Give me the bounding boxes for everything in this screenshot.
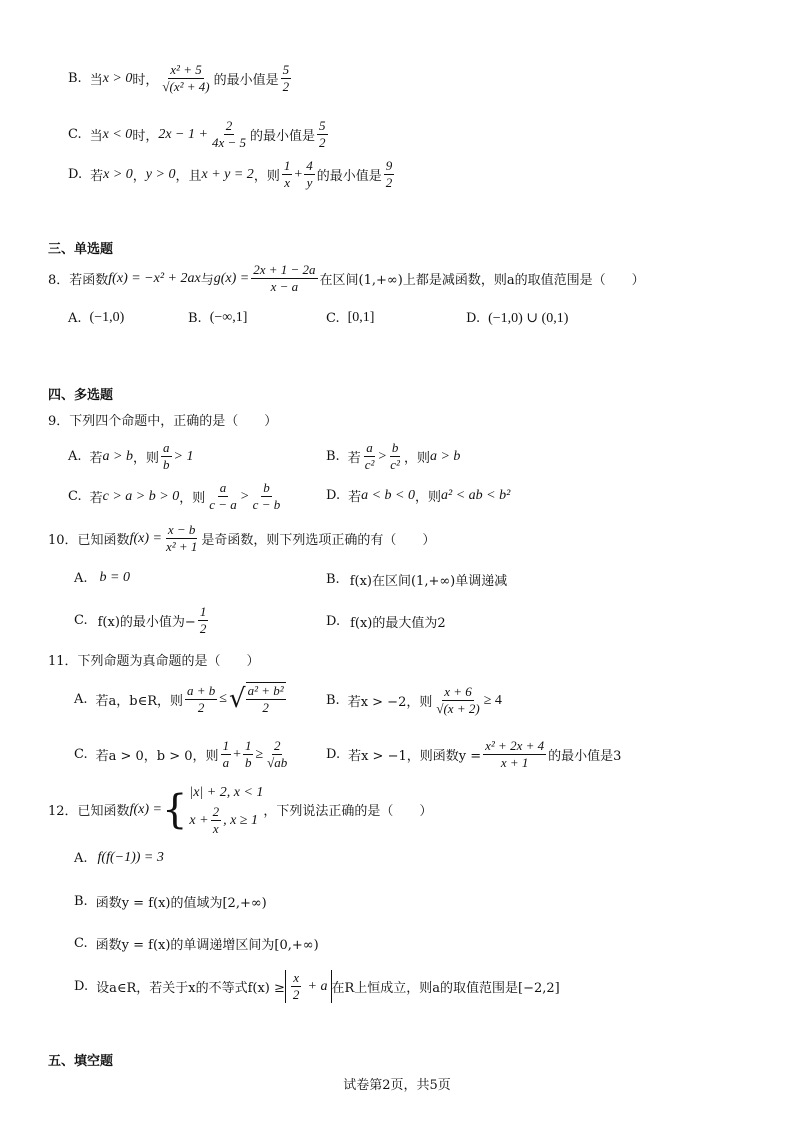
operator: ≥ (255, 746, 264, 762)
q11-option-a (74, 682, 288, 716)
q9-option-a (68, 440, 193, 473)
numerator: b (391, 440, 399, 455)
text: 当 (89, 73, 103, 88)
numerator: x² + 5 (170, 62, 202, 77)
text: 在区间(1,+∞)上都是减函数，则a的取值范围是（ ） (319, 273, 645, 288)
numerator: 4 (306, 158, 313, 173)
numerator: x + 6 (444, 684, 472, 699)
q12-option-a (74, 850, 164, 866)
condition: x < 0 (102, 126, 133, 142)
option-label: D. (466, 311, 481, 326)
numerator: x (293, 970, 300, 985)
denominator: c² (364, 457, 375, 472)
text: ，则 (133, 451, 160, 466)
numerator: a² + b² (247, 683, 284, 698)
numerator: 2x + 1 − 2a (253, 262, 316, 277)
fraction (246, 682, 286, 716)
text: 若 (90, 169, 104, 184)
q9-option-d (326, 486, 510, 505)
option-label: A. (74, 691, 88, 707)
question-9-stem: 9．下列四个命题中，正确的是（ ） (48, 414, 278, 429)
page-footer: 试卷第2页，共5页 (343, 1078, 451, 1093)
fraction (207, 480, 239, 513)
option-text: f(x)的最小值为− (97, 615, 196, 630)
expression: x + (189, 812, 209, 828)
text: 若函数 (69, 273, 109, 288)
option-value: (−1,0) (89, 310, 125, 325)
option-label: C. (68, 489, 82, 504)
q10-option-a (74, 570, 130, 586)
value-fraction (198, 604, 209, 637)
numerator: a (219, 480, 227, 495)
option-text: f(x)的最大值为2 (350, 616, 446, 631)
denominator: b (163, 457, 170, 472)
function-f: f(x) = (129, 530, 162, 546)
numerator: b (263, 480, 270, 495)
expression: a > b (429, 448, 461, 464)
numerator: a (163, 440, 170, 455)
denominator: x (284, 175, 290, 190)
fraction (265, 738, 289, 771)
q12-option-c (74, 934, 319, 953)
text: 时， (132, 129, 159, 144)
condition: x > 0 (103, 166, 133, 182)
value-fraction (384, 158, 395, 191)
denominator: √(x² + 4) (162, 79, 210, 94)
text: 时， (132, 73, 159, 88)
expression: 2x − 1 + (158, 126, 208, 142)
option-label: D. (326, 488, 341, 503)
q12-option-d (74, 970, 560, 1003)
operator: + (233, 746, 241, 762)
fraction (282, 158, 293, 191)
text: 已知函数 (77, 533, 130, 548)
value-fraction (281, 62, 292, 95)
text: ，下列说法正确的是（ ） (263, 804, 433, 819)
numerator: 2 (273, 738, 281, 753)
option-value: [0,1] (347, 310, 375, 325)
option-value: (−∞,1] (209, 310, 248, 325)
expression: , x ≥ 1 (223, 812, 258, 828)
condition: x + y = 2 (201, 166, 254, 182)
numerator: x − b (167, 522, 196, 537)
numerator: 1 (222, 738, 230, 753)
denominator: 2 (385, 175, 393, 190)
numerator: a (366, 440, 373, 455)
condition: a > b (102, 448, 133, 464)
option-text: b = 0 (99, 570, 130, 585)
option-label: A. (74, 570, 88, 586)
q11-option-b (326, 684, 502, 717)
text: ，则 (415, 490, 442, 505)
option-label: D. (326, 747, 341, 762)
condition: a < b < 0 (361, 487, 416, 503)
question-10-stem (48, 522, 435, 555)
q8-option-a (68, 310, 124, 326)
option-label: D. (74, 979, 89, 994)
option-text: 函数y = f(x)的值域为[2,+∞) (95, 896, 267, 911)
q9-option-c (68, 480, 284, 513)
q10-option-d (326, 612, 446, 631)
fraction (243, 738, 254, 771)
q7-option-d (68, 158, 396, 191)
fraction (161, 440, 172, 473)
fraction (211, 804, 222, 837)
q12-option-b (74, 892, 267, 911)
numerator: 5 (282, 62, 290, 77)
numerator: a + b (187, 682, 216, 698)
denominator: 2 (319, 135, 326, 150)
operator: + (294, 166, 303, 182)
q10-option-c (74, 604, 210, 637)
text: 设a∈R，若关于x的不等式f(x) ≥ (96, 981, 285, 996)
question-number: 10． (48, 533, 78, 548)
option-label: A. (68, 449, 82, 464)
function-f: f(x) = −x² + 2ax (108, 270, 201, 286)
section-heading-fill-in: 五、填空题 (48, 1054, 114, 1069)
text: 若x > −1，则函数y = (348, 749, 482, 764)
q11-option-c (74, 738, 291, 771)
function-f: f(x) = (129, 801, 162, 817)
option-label: B. (68, 71, 82, 86)
case-1: |x| + 2, x < 1 (189, 785, 264, 800)
text: 的最小值是 (213, 73, 279, 88)
fraction (221, 738, 232, 771)
value-fraction (317, 118, 328, 151)
q11-option-d (326, 738, 621, 771)
q7-option-c (68, 118, 330, 151)
q9-option-b (326, 440, 460, 473)
sqrt-icon: √ (228, 684, 246, 714)
denominator: c − b (252, 497, 281, 512)
fraction (388, 440, 402, 473)
numerator: 2 (212, 804, 220, 819)
condition: c > a > b > 0 (102, 488, 180, 504)
expression: ≥ 4 (483, 692, 502, 708)
question-8-stem (48, 262, 645, 295)
denominator: 2 (262, 700, 269, 715)
fraction (164, 522, 199, 555)
fraction (434, 684, 481, 717)
numerator: 5 (319, 118, 326, 133)
option-text: 函数y = f(x)的单调递增区间为[0,+∞) (95, 938, 319, 953)
option-label: B. (326, 693, 340, 708)
numerator: 1 (283, 158, 291, 173)
text: 若 (89, 451, 103, 466)
option-label: C. (74, 747, 88, 762)
text: 若 (348, 490, 362, 505)
q8-option-d (466, 310, 568, 327)
fraction (210, 118, 248, 151)
text: ，则 (253, 169, 280, 184)
text: 若a，b∈R，则 (95, 693, 184, 709)
left-brace-icon: { (161, 786, 188, 833)
denominator: c² (390, 457, 400, 472)
text: 是奇函数，则下列选项正确的有（ ） (201, 533, 436, 548)
text: 若 (89, 491, 103, 506)
denominator: √ab (267, 755, 288, 770)
text: 在R上恒成立，则a的取值范围是[−2,2] (331, 981, 560, 996)
function-g: g(x) = (213, 270, 250, 286)
option-label: C. (326, 310, 340, 326)
fraction (160, 62, 211, 95)
condition: y > 0 (145, 166, 176, 182)
case-2 (189, 804, 263, 837)
numerator: 1 (199, 604, 207, 619)
option-label: B. (188, 310, 202, 326)
denominator: y (306, 175, 313, 190)
question-number: 12． (48, 804, 78, 819)
piecewise-cases (189, 782, 263, 837)
denominator: x² + 1 (165, 539, 198, 554)
text: ，则 (403, 451, 430, 466)
denominator: x − a (270, 279, 299, 294)
text: 与 (200, 273, 214, 288)
option-label: D. (326, 614, 341, 629)
denominator: 2 (197, 699, 205, 715)
option-label: D. (68, 167, 83, 182)
absolute-value (285, 970, 332, 1003)
option-label: B. (74, 894, 88, 909)
expression: a² < ab < b² (441, 487, 511, 503)
fraction (291, 970, 302, 1003)
fraction (185, 683, 217, 716)
operator: > (240, 488, 249, 504)
expression: > 1 (173, 448, 194, 464)
denominator: 2 (199, 621, 207, 636)
question-number: 8． (48, 273, 70, 288)
text: 的最小值是3 (548, 749, 622, 764)
section-heading-single-choice: 三、单选题 (48, 242, 114, 257)
text: 若x > −2，则 (347, 695, 433, 710)
text: 的最小值是 (316, 169, 382, 184)
q7-option-b (68, 62, 293, 95)
option-label: C. (68, 127, 82, 142)
question-11-stem: 11．下列命题为真命题的是（ ） (48, 654, 260, 669)
numerator: 1 (244, 738, 252, 753)
text: 若a > 0，b > 0，则 (95, 749, 219, 764)
option-label: B. (326, 449, 340, 464)
fraction (251, 480, 283, 513)
text: ，则 (179, 491, 206, 506)
denominator: 4x − 5 (211, 135, 246, 150)
option-label: A. (74, 850, 88, 866)
denominator: 2 (292, 987, 300, 1002)
condition: x > 0 (102, 70, 133, 86)
operator: ≤ (219, 691, 227, 706)
denominator: a (222, 755, 230, 770)
text: 已知函数 (77, 804, 130, 819)
text: 的最小值是 (249, 129, 315, 144)
numerator: x² + 2x + 4 (485, 738, 545, 753)
option-label: C. (74, 936, 88, 951)
section-heading-multiple-choice: 四、多选题 (48, 388, 114, 403)
numerator: 2 (225, 118, 233, 133)
denominator: c − a (209, 497, 237, 512)
text: 当 (89, 129, 103, 144)
fraction (304, 158, 315, 191)
fraction (483, 738, 546, 771)
question-12-stem (48, 782, 432, 837)
option-value: (−1,0) ∪ (0,1) (488, 311, 569, 326)
denominator: √(x + 2) (436, 701, 480, 716)
q10-option-b (326, 570, 507, 589)
option-label: A. (68, 310, 82, 326)
denominator: 2 (282, 79, 290, 94)
fraction (363, 440, 377, 473)
numerator: 9 (385, 158, 393, 173)
option-text: f(x)在区间(1,+∞)单调递减 (349, 574, 508, 589)
option-label: B. (326, 572, 340, 587)
text: ， (132, 169, 146, 184)
q8-option-b (188, 310, 247, 326)
denominator: x + 1 (500, 755, 529, 770)
option-text: f(f(−1)) = 3 (97, 850, 164, 865)
q8-option-c (326, 310, 374, 326)
text: ，且 (175, 169, 202, 184)
denominator: x (212, 821, 219, 836)
operator: > (378, 448, 387, 464)
expression: + a (307, 979, 328, 994)
denominator: b (244, 755, 252, 770)
text: 若 (347, 451, 361, 466)
fraction (251, 262, 317, 295)
option-label: C. (74, 613, 88, 628)
